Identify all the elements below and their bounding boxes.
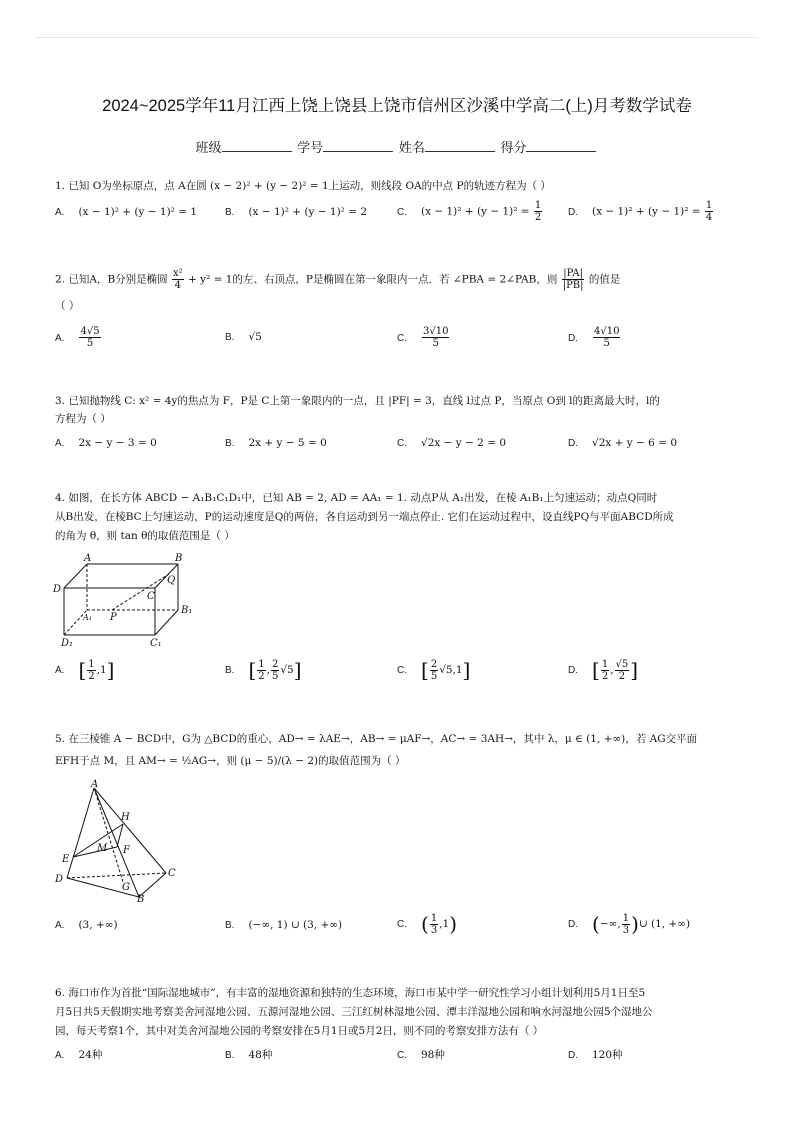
ratio-fraction: $\frac{|PA|}{|PB|}$ [562,268,584,291]
q2-option-d: D. $\frac{4√10}{5}$ [568,326,620,349]
fig4-label-a: A [84,553,92,564]
top-rule [36,37,758,38]
q6-option-d: D. 120种 [568,1049,623,1061]
q1-c-fraction: $\frac{1}{2}$ [534,200,542,223]
question-5-line2: EFH于点 M，且 AM→ = ½AG→，则 (μ − 5)/(λ − 2)的取值范围为（ ） [55,755,406,767]
q3-option-d: D. √2x + y − 6 = 0 [568,437,678,449]
fig5-label-g: G [122,882,130,893]
student-info-line [0,137,794,156]
ellipse-fraction: $\frac{\text{x²}}{4}$ [173,268,183,291]
q2-option-a: A. $\frac{4√5}{5}$ [55,326,100,349]
q4-option-c: C. [ $\frac{2}{5}$ √5,1] [397,658,471,682]
q5-option-d: D. (−∞, $\frac{1}{3}$ )∪ (1, +∞) [568,912,691,936]
fig4-label-d: D [53,584,62,595]
q5-option-a: A. (3, +∞) [55,919,118,931]
class-label: 班级 [195,140,222,155]
question-2-paren: （ ） [55,300,80,312]
question-6-line3: 园，每天考察1个，其中对美舍河湿地公园的考察安排在5月1日或5月2日，则不同的考察安排方法有（ ） [55,1025,544,1037]
name-label: 姓名 [398,140,425,155]
q4-option-d: D. [ $\frac{1}{2}$ , $\frac{√5}{2}$ ] [568,658,639,682]
q2-option-c: C. $\frac{3√10}{5}$ [397,326,449,349]
fig4-label-p: P [110,612,117,623]
fig4-label-b1: B₁ [181,605,193,616]
fig5-label-e: E [62,854,70,865]
question-6-line2: 月5日共5天假期实地考察美舍河湿地公园、五源河湿地公园、三江红树林湿地公园、潭丰洋湿地公园和响水河湿地公园5个湿地公 [55,1006,653,1018]
q1-d-fraction: $\frac{1}{4}$ [705,200,713,223]
q3-option-b: B. 2x + y − 5 = 0 [225,437,327,449]
score-label: 得分 [500,140,527,155]
tetrahedron-figure [50,778,190,903]
page-title: 2024~2025学年11月江西上饶上饶县上饶市信州区沙溪中学高二(上)月考数学试卷 [102,97,692,115]
q5-option-c: C. ( $\frac{1}{3}$ ,1) [397,912,458,936]
question-3-line1: 3. 已知抛物线 C: x² = 4y的焦点为 F，P是 C上第一象限内的一点，且 |PF| = 3，直线 l过点 P，当原点 O到 l的距离最大时，l的 [55,395,660,407]
fig4-label-b: B [175,553,183,564]
question-4-line1: 4. 如图，在长方体 ABCD − A₁B₁C₁D₁中，已知 AB = 2, AD = AA₁ = 1. 动点P从 A₁出发，在棱 A₁B₁上匀速运动；动点Q同时 [55,492,658,504]
question-5-line1: 5. 在三棱锥 A − BCD中，G为 △BCD的重心，AD→ = λAE→，AB→ = μAF→，AC→ = 3AH→，其中 λ，μ ∈ (1, +∞)，若 AG交平面 [55,733,698,745]
fig4-label-c: C [147,591,155,602]
cuboid-figure [50,550,200,650]
fig5-label-f: F [123,845,130,856]
id-blank [323,139,393,152]
q1-option-c: C. (x − 1)² + (y − 1)² = $\frac{1}{2}$ [397,200,542,223]
fig4-label-a1: A₁ [83,613,92,622]
q1-option-a: A. (x − 1)² + (y − 1)² = 1 [55,206,198,218]
question-2-stem: 2. 已知A，B分别是椭圆 $\frac{\text{x²}}{4}$ + y² = 1的左、右顶点，P是椭圆在第一象限内一点．若 ∠PBA = 2∠PAB，则 $\frac{|PA|}{|PB|}$ 的值是 [55,268,621,291]
q3-option-a: A. 2x − y − 3 = 0 [55,437,157,449]
fig5-label-d: D [55,874,64,885]
question-6-line1: 6. 海口市作为首批“国际湿地城市”，有丰富的湿地资源和独特的生态环境，海口市某中学一研究性学习小组计划利用5月1日至5 [55,987,646,999]
fig4-label-c1: C₁ [150,638,162,649]
q1-option-b: B. (x − 1)² + (y − 1)² = 2 [225,206,368,218]
q4-option-a: A. [ $\frac{1}{2}$ ,1] [55,658,115,682]
fig5-label-h: H [121,812,130,823]
fig4-label-q: Q [167,575,176,586]
class-blank [222,139,292,152]
question-4-line3: 的角为 θ，则 tan θ的取值范围是（ ） [55,530,235,542]
question-4-line2: 从B出发，在棱BC上匀速运动，P的运动速度是Q的两倍，各自运动到另一端点停止. 它们在运动过程中，设直线PQ与平面ABCD所成 [55,511,674,523]
question-3-line2: 方程为（ ） [55,413,111,425]
q3-option-c: C. √2x − y − 2 = 0 [397,437,507,449]
q4-option-b: B. [ $\frac{1}{2}$ , $\frac{2}{5}$ √5] [225,658,302,682]
score-blank [526,139,596,152]
q2-option-b: B. √5 [225,331,262,343]
question-1-stem: 1. 已知 O为坐标原点，点 A在圆 (x − 2)² + (y − 2)² = 1上运动，则线段 OA的中点 P的轨迹方程为（ ） [55,180,551,192]
q6-option-b: B. 48种 [225,1049,273,1061]
q5-option-b: B. (−∞, 1) ∪ (3, +∞) [225,919,343,931]
fig5-label-b: B [137,894,145,903]
name-blank [425,139,495,152]
fig5-label-m: M [97,843,108,854]
fig4-label-d1: D₁ [61,638,74,649]
q6-option-c: C. 98种 [397,1049,445,1061]
q1-option-d: D. (x − 1)² + (y − 1)² = $\frac{1}{4}$ [568,200,713,223]
id-label: 学号 [297,140,324,155]
fig5-label-a: A [91,779,99,790]
q6-option-a: A. 24种 [55,1049,103,1061]
fig5-label-c: C [168,868,176,879]
